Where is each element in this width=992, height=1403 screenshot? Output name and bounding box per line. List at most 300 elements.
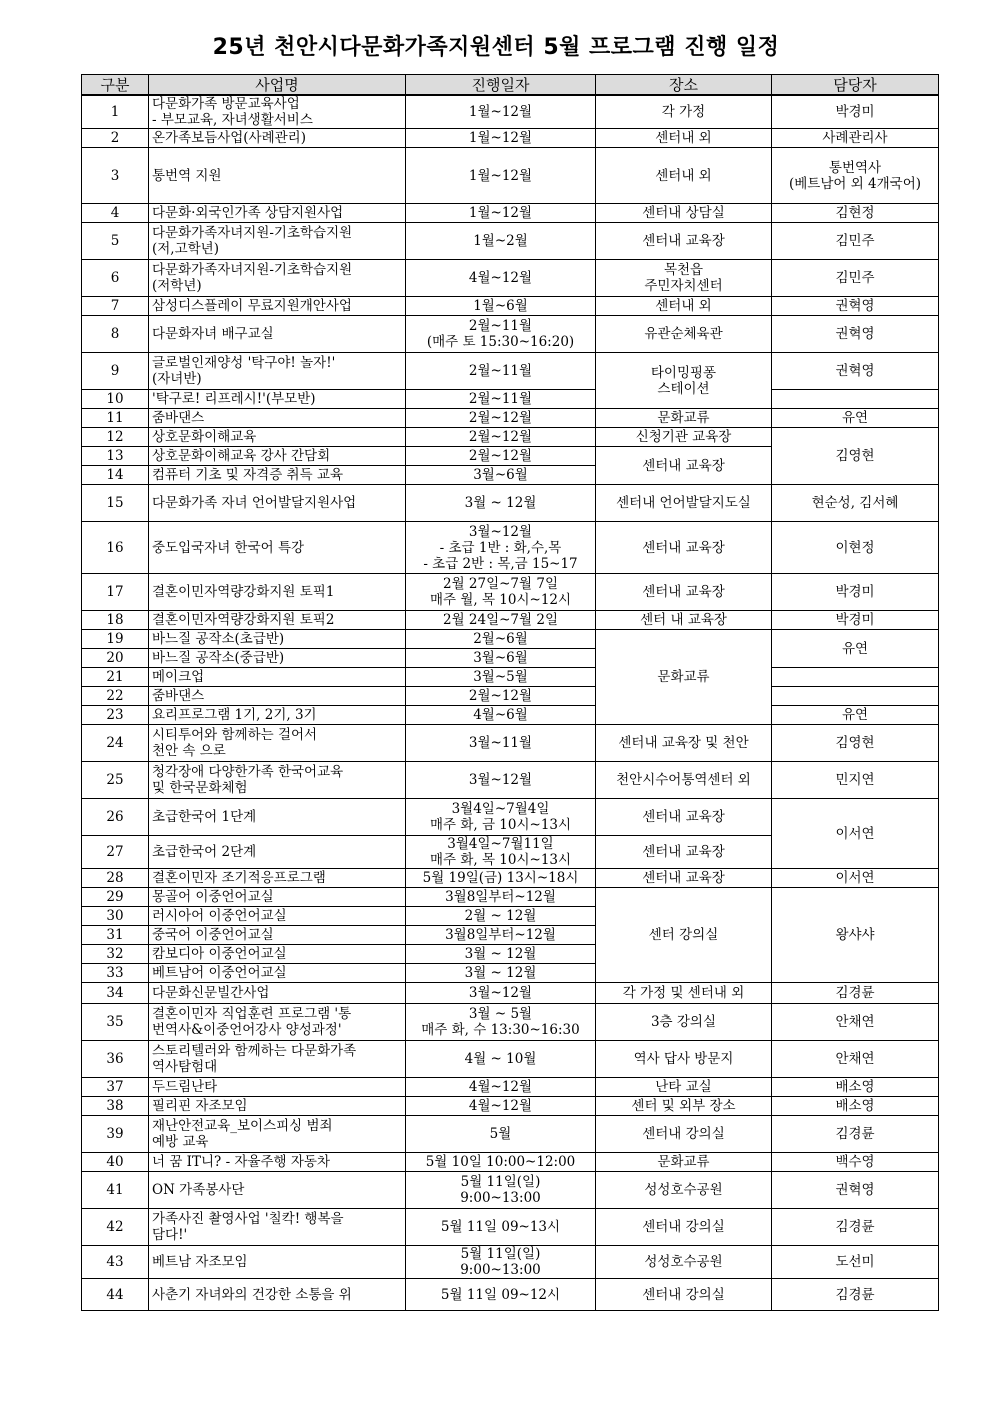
table-row xyxy=(82,353,939,390)
program-name-line: ON 가족봉사단 xyxy=(152,1182,245,1198)
program-name-line: 다문화가족자녀지원-기초학습지원 xyxy=(152,262,353,278)
program-place-line: 문화교류 xyxy=(657,669,710,685)
program-name-line: - 부모교육, 자녀생활서비스 xyxy=(152,112,313,128)
program-name-line: 바느질 공작소(초급반) xyxy=(152,631,285,647)
program-place-line: 센터내 교육장 xyxy=(642,870,725,886)
program-date-line: 4월 ~ 10월 xyxy=(464,1051,537,1067)
program-date xyxy=(406,1153,596,1172)
program-name xyxy=(149,869,406,888)
table-row xyxy=(82,297,939,316)
program-place-line: 센터내 강의실 xyxy=(642,1126,725,1142)
program-name-line: 메이크업 xyxy=(152,669,205,685)
program-place-line: 문화교류 xyxy=(657,410,710,426)
program-manager-line: 유연 xyxy=(841,410,869,426)
program-name-line: (저학년) xyxy=(152,278,202,294)
program-name-line: 및 한국문화체험 xyxy=(152,780,248,796)
program-date-line: 4월~12월 xyxy=(468,1098,533,1114)
program-name xyxy=(149,888,406,907)
program-date-line: 5월 11일 09~13시 xyxy=(440,1219,561,1235)
program-manager-line: 박경미 xyxy=(835,584,875,600)
row-number: 32 xyxy=(82,945,149,964)
program-schedule-table xyxy=(81,74,939,1311)
program-place-line: 성성호수공원 xyxy=(644,1182,723,1198)
program-manager xyxy=(772,297,939,316)
program-name xyxy=(149,1279,406,1311)
program-name-line: (저,고학년) xyxy=(152,241,219,257)
program-name-line: 필리핀 자조모임 xyxy=(152,1098,248,1114)
program-place xyxy=(596,1153,772,1172)
program-manager xyxy=(772,630,939,668)
program-date-line: 4월~12월 xyxy=(468,270,533,286)
program-name xyxy=(149,223,406,260)
program-place-line: 센터 내 교육장 xyxy=(640,612,727,628)
program-date-line: 5월 11일(일) xyxy=(460,1174,541,1190)
table-row xyxy=(82,762,939,799)
row-number: 31 xyxy=(82,926,149,945)
program-manager-line: 유연 xyxy=(841,707,869,723)
program-name xyxy=(149,447,406,466)
program-manager xyxy=(772,687,939,706)
program-name-line: 결혼이민자 조기적응프로그램 xyxy=(152,870,326,886)
row-number: 36 xyxy=(82,1041,149,1078)
table-row xyxy=(82,1153,939,1172)
program-name-line: 천안 속 으로 xyxy=(152,743,226,759)
program-manager-line: 김민주 xyxy=(835,233,875,249)
program-name-line: 결혼이민자 직업훈련 프로그램 '통 xyxy=(152,1006,352,1022)
page-title: 25년 천안시다문화가족지원센터 5월 프로그램 진행 일정 xyxy=(212,35,780,60)
program-name xyxy=(149,1246,406,1279)
program-date xyxy=(406,630,596,649)
row-number: 39 xyxy=(82,1116,149,1153)
program-name-line: 초급한국어 1단계 xyxy=(152,809,257,825)
program-place xyxy=(596,95,772,129)
program-manager-line: 권혁영 xyxy=(835,326,875,342)
program-name-line: 결혼이민자역량강화지원 토픽1 xyxy=(152,584,335,600)
program-manager xyxy=(772,485,939,522)
table-row xyxy=(82,1004,939,1041)
program-date-line: 매주 화, 수 13:30~16:30 xyxy=(421,1022,580,1038)
program-name xyxy=(149,611,406,630)
program-manager xyxy=(772,95,939,129)
program-manager-line: (베트남어 외 4개국어) xyxy=(788,175,922,192)
program-name xyxy=(149,926,406,945)
program-name-line: 초급한국어 2단계 xyxy=(152,844,257,860)
program-manager-line: 김민주 xyxy=(835,270,875,286)
program-name xyxy=(149,574,406,611)
program-date-line: - 초급 1반 : 화,수,목 xyxy=(439,539,562,556)
program-manager-line: 현순성, 김서혜 xyxy=(811,495,899,511)
program-name-line: 베트남 자조모임 xyxy=(152,1254,248,1270)
program-place xyxy=(596,836,772,869)
program-place-line: 각 가정 xyxy=(661,104,706,120)
table-row xyxy=(82,129,939,148)
row-number: 24 xyxy=(82,725,149,762)
program-place-line: 센터내 외 xyxy=(655,130,712,146)
program-manager xyxy=(772,1246,939,1279)
program-date-line: 3월4일~7월11일 xyxy=(447,836,554,852)
program-place xyxy=(596,522,772,574)
program-place-line: 목천읍 xyxy=(663,262,704,278)
program-date xyxy=(406,204,596,223)
program-place xyxy=(596,888,772,983)
program-date-line: 4월~12월 xyxy=(468,1079,533,1095)
program-name-line: 가족사진 촬영사업 '칠칵! 행복을 xyxy=(152,1211,344,1227)
program-date-line: 3월~12월 xyxy=(468,772,533,788)
program-name-line: 다문화가족 방문교육사업 xyxy=(152,96,300,112)
program-name-line: 시티투어와 함께하는 걸어서 xyxy=(152,727,318,743)
program-name-line: 상호문화이해교육 xyxy=(152,429,257,445)
program-name xyxy=(149,687,406,706)
program-date-line: 3월~11월 xyxy=(468,735,533,751)
program-manager xyxy=(772,353,939,390)
table-row xyxy=(82,95,939,129)
program-manager-line: 박경미 xyxy=(835,104,875,120)
program-date xyxy=(406,799,596,836)
row-number: 26 xyxy=(82,799,149,836)
program-manager xyxy=(772,1078,939,1097)
row-number: 12 xyxy=(82,428,149,447)
row-number: 23 xyxy=(82,706,149,725)
program-place-line: 센터내 교육장 xyxy=(642,584,725,600)
program-name xyxy=(149,522,406,574)
program-date xyxy=(406,687,596,706)
program-date-line: 2월~11월 xyxy=(468,363,533,379)
program-name-line: 다문화가족 자녀 언어발달지원사업 xyxy=(152,495,357,511)
program-date xyxy=(406,1246,596,1279)
program-name xyxy=(149,485,406,522)
program-name xyxy=(149,907,406,926)
program-date-line: 2월~12월 xyxy=(468,429,533,445)
program-manager-line: 이서연 xyxy=(835,825,875,842)
program-place-line: 센터내 교육장 및 천안 xyxy=(618,735,749,751)
row-number: 33 xyxy=(82,964,149,983)
program-name xyxy=(149,1004,406,1041)
program-manager xyxy=(772,888,939,983)
program-manager-line: 김영현 xyxy=(835,735,875,751)
program-date-line: 5월 11일 09~12시 xyxy=(440,1286,561,1303)
table-row xyxy=(82,204,939,223)
program-name xyxy=(149,466,406,485)
table-row xyxy=(82,409,939,428)
program-name xyxy=(149,353,406,390)
program-date xyxy=(406,907,596,926)
row-number: 29 xyxy=(82,888,149,907)
program-date-line: 매주 화, 금 10시~13시 xyxy=(429,817,572,833)
program-manager xyxy=(772,129,939,148)
program-manager xyxy=(772,1097,939,1116)
program-date-line: 3월 ~ 12월 xyxy=(464,495,537,511)
row-number: 17 xyxy=(82,574,149,611)
program-manager-line: 이현정 xyxy=(835,539,875,556)
program-manager-line: 김경륜 xyxy=(835,1219,875,1235)
program-date-line: 1월~6월 xyxy=(473,298,528,314)
table-row xyxy=(82,522,939,574)
program-name-line: 컴퓨터 기초 및 자격증 취득 교육 xyxy=(152,467,343,483)
row-number: 21 xyxy=(82,668,149,687)
row-number: 5 xyxy=(82,223,149,260)
table-row xyxy=(82,869,939,888)
table-row xyxy=(82,1246,939,1279)
row-number: 38 xyxy=(82,1097,149,1116)
program-date-line: 3월 ~ 12월 xyxy=(464,946,537,962)
program-place-line: 역사 답사 방문지 xyxy=(633,1051,734,1067)
program-manager xyxy=(772,409,939,428)
program-name xyxy=(149,409,406,428)
program-name-line: 베트남어 이중언어교실 xyxy=(152,965,287,981)
program-name-line: 두드림난타 xyxy=(152,1079,218,1095)
program-place xyxy=(596,428,772,447)
program-name xyxy=(149,630,406,649)
program-place-line: 센터 및 외부 장소 xyxy=(631,1098,736,1114)
program-date xyxy=(406,1279,596,1311)
program-manager-line: 권혁영 xyxy=(835,1182,875,1198)
program-name-line: 러시아어 이중언어교실 xyxy=(152,908,287,924)
program-date-line: 3월8일부터~12월 xyxy=(445,927,556,943)
program-place-line: 신청기관 교육장 xyxy=(635,429,732,445)
program-date xyxy=(406,1078,596,1097)
program-name-line: 청각장애 다양한가족 한국어교육 xyxy=(152,764,344,780)
program-date-line: 2월 ~ 12월 xyxy=(464,908,537,924)
row-number: 28 xyxy=(82,869,149,888)
program-name xyxy=(149,1209,406,1246)
program-place xyxy=(596,485,772,522)
program-name xyxy=(149,1041,406,1078)
table-row xyxy=(82,1209,939,1246)
program-place-line: 센터내 교육장 xyxy=(642,809,725,825)
program-date-line: - 초급 2반 : 목,금 15~17 xyxy=(423,555,578,572)
table-row xyxy=(82,148,939,204)
row-number: 16 xyxy=(82,522,149,574)
program-name xyxy=(149,668,406,687)
row-number: 35 xyxy=(82,1004,149,1041)
program-date xyxy=(406,574,596,611)
program-name-line: 중국어 이중언어교실 xyxy=(152,927,274,943)
program-manager xyxy=(772,725,939,762)
program-name xyxy=(149,1078,406,1097)
row-number: 25 xyxy=(82,762,149,799)
row-number: 2 xyxy=(82,129,149,148)
program-place xyxy=(596,1246,772,1279)
program-place-line: 문화교류 xyxy=(657,1154,710,1170)
program-date xyxy=(406,353,596,390)
program-manager-line: 권혁영 xyxy=(835,363,875,379)
table-row xyxy=(82,1041,939,1078)
program-name-line: 상호문화이해교육 강사 간담회 xyxy=(152,448,331,464)
program-name xyxy=(149,799,406,836)
row-number: 13 xyxy=(82,447,149,466)
program-date xyxy=(406,1172,596,1209)
program-name xyxy=(149,945,406,964)
program-name xyxy=(149,316,406,353)
row-number: 7 xyxy=(82,297,149,316)
program-place-line: 센터내 교육장 xyxy=(642,233,725,249)
program-place xyxy=(596,1116,772,1153)
program-date-line: 2월~12월 xyxy=(468,688,533,704)
program-manager xyxy=(772,223,939,260)
table-row xyxy=(82,223,939,260)
program-date-line: 4월~6월 xyxy=(473,707,528,723)
program-date xyxy=(406,466,596,485)
program-date xyxy=(406,762,596,799)
program-date-line: 5월 10일 10:00~12:00 xyxy=(425,1154,576,1170)
program-date xyxy=(406,409,596,428)
program-name-line: 중도입국자녀 한국어 특강 xyxy=(152,539,305,556)
table-row xyxy=(82,668,939,687)
program-date xyxy=(406,447,596,466)
row-number: 14 xyxy=(82,466,149,485)
program-date xyxy=(406,725,596,762)
program-name-line: 스토리텔러와 함께하는 다문화가족 xyxy=(152,1043,357,1059)
program-place xyxy=(596,129,772,148)
program-name xyxy=(149,762,406,799)
program-manager xyxy=(772,522,939,574)
program-manager-line: 김영현 xyxy=(835,448,875,464)
program-name-line: 역사탐험대 xyxy=(152,1059,218,1075)
program-place-line: 센터내 외 xyxy=(655,167,712,184)
program-name xyxy=(149,983,406,1004)
table-row xyxy=(82,1116,939,1153)
program-manager xyxy=(772,762,939,799)
program-place-line: 타이밍핑퐁 xyxy=(650,364,717,381)
row-number: 20 xyxy=(82,649,149,668)
program-manager xyxy=(772,1279,939,1311)
program-date-line: 2월~11월 xyxy=(468,391,533,407)
table-row xyxy=(82,611,939,630)
program-name xyxy=(149,428,406,447)
program-place xyxy=(596,869,772,888)
program-date-line: 2월~12월 xyxy=(468,448,533,464)
table-row xyxy=(82,1078,939,1097)
column-header-date: 진행일자 xyxy=(406,75,596,96)
program-name-line: 담다!' xyxy=(152,1227,188,1243)
program-name-line: 요리프로그램 1기, 2기, 3기 xyxy=(152,707,317,723)
row-number: 42 xyxy=(82,1209,149,1246)
program-place-line: 센터내 외 xyxy=(655,298,712,314)
program-date-line: 2월~11월 xyxy=(468,318,533,334)
table-row xyxy=(82,888,939,907)
program-name-line: 다문화신문빌간사업 xyxy=(152,985,270,1001)
program-manager-line: 권혁영 xyxy=(835,298,875,314)
table-row xyxy=(82,630,939,649)
program-date xyxy=(406,485,596,522)
program-place-line: 천안시수어통역센터 외 xyxy=(616,772,751,788)
program-manager xyxy=(772,148,939,204)
table-row xyxy=(82,485,939,522)
program-place xyxy=(596,1279,772,1311)
program-name xyxy=(149,390,406,409)
program-date xyxy=(406,836,596,869)
program-name xyxy=(149,260,406,297)
row-number: 37 xyxy=(82,1078,149,1097)
program-date-line: 3월~5월 xyxy=(473,669,528,685)
program-manager-line: 배소영 xyxy=(835,1079,875,1095)
program-place xyxy=(596,983,772,1004)
program-manager-line: 김경륜 xyxy=(835,985,875,1001)
program-place xyxy=(596,611,772,630)
program-name-line: 다문화·외국인가족 상담지원사업 xyxy=(152,205,344,221)
program-date xyxy=(406,964,596,983)
program-name-line: 너 꿈 IT니? - 자율주행 자동차 xyxy=(152,1154,331,1170)
program-date xyxy=(406,706,596,725)
program-manager-line: 유연 xyxy=(841,640,869,657)
program-date-line: 매주 화, 목 10시~13시 xyxy=(429,852,572,868)
row-number: 27 xyxy=(82,836,149,869)
program-name xyxy=(149,1172,406,1209)
program-name xyxy=(149,1116,406,1153)
row-number: 4 xyxy=(82,204,149,223)
program-manager-line: 배소영 xyxy=(835,1098,875,1114)
row-number: 10 xyxy=(82,390,149,409)
table-row xyxy=(82,799,939,836)
program-date xyxy=(406,945,596,964)
column-header-manager: 담당자 xyxy=(772,75,939,96)
table-row xyxy=(82,316,939,353)
program-date xyxy=(406,649,596,668)
program-manager xyxy=(772,204,939,223)
row-number: 9 xyxy=(82,353,149,390)
program-manager-line: 안채연 xyxy=(835,1051,875,1067)
program-place xyxy=(596,353,772,409)
program-date xyxy=(406,522,596,574)
program-manager xyxy=(772,983,939,1004)
program-name xyxy=(149,706,406,725)
program-place xyxy=(596,223,772,260)
row-number: 41 xyxy=(82,1172,149,1209)
program-date-line: 1월~2월 xyxy=(473,233,528,249)
program-name-line: 줌바댄스 xyxy=(152,688,205,704)
program-place xyxy=(596,630,772,725)
program-date-line: 1월~12월 xyxy=(468,205,533,221)
program-place xyxy=(596,260,772,297)
table-body xyxy=(82,95,939,1311)
program-date xyxy=(406,390,596,409)
program-place-line: 센터내 교육장 xyxy=(642,457,725,474)
row-number: 8 xyxy=(82,316,149,353)
program-place xyxy=(596,447,772,485)
program-name-line: 온가족보듬사업(사례관리) xyxy=(152,130,306,146)
row-number: 40 xyxy=(82,1153,149,1172)
program-name-line: 줌바댄스 xyxy=(152,410,205,426)
program-manager-line: 도선미 xyxy=(835,1254,875,1270)
program-place-line: 각 가정 및 센터내 외 xyxy=(622,985,745,1001)
table-row xyxy=(82,725,939,762)
program-name-line: 삼성디스플레이 무료지원개안사업 xyxy=(152,298,352,314)
program-place-line: 센터 강의실 xyxy=(648,927,719,943)
column-header-no: 구분 xyxy=(82,75,149,96)
program-place-line: 유관순체육관 xyxy=(644,326,723,342)
table-row xyxy=(82,574,939,611)
program-date-line: 3월~6월 xyxy=(473,650,528,666)
row-number: 11 xyxy=(82,409,149,428)
program-date xyxy=(406,1004,596,1041)
program-date-line: 3월~6월 xyxy=(473,467,528,483)
row-number: 1 xyxy=(82,95,149,129)
column-header-place: 장소 xyxy=(596,75,772,96)
program-date xyxy=(406,129,596,148)
program-manager xyxy=(772,1004,939,1041)
row-number: 19 xyxy=(82,630,149,649)
program-date xyxy=(406,428,596,447)
program-manager-line: 백수영 xyxy=(835,1154,875,1170)
program-date-line: 2월 24일~7월 2일 xyxy=(442,612,558,628)
program-place xyxy=(596,574,772,611)
program-date-line: 5월 19일(금) 13시~18시 xyxy=(422,870,579,886)
row-number: 22 xyxy=(82,687,149,706)
program-name xyxy=(149,836,406,869)
program-date-line: 3월~12월 xyxy=(468,523,533,540)
program-date-line: 3월 ~ 12월 xyxy=(464,965,537,981)
program-manager xyxy=(772,260,939,297)
